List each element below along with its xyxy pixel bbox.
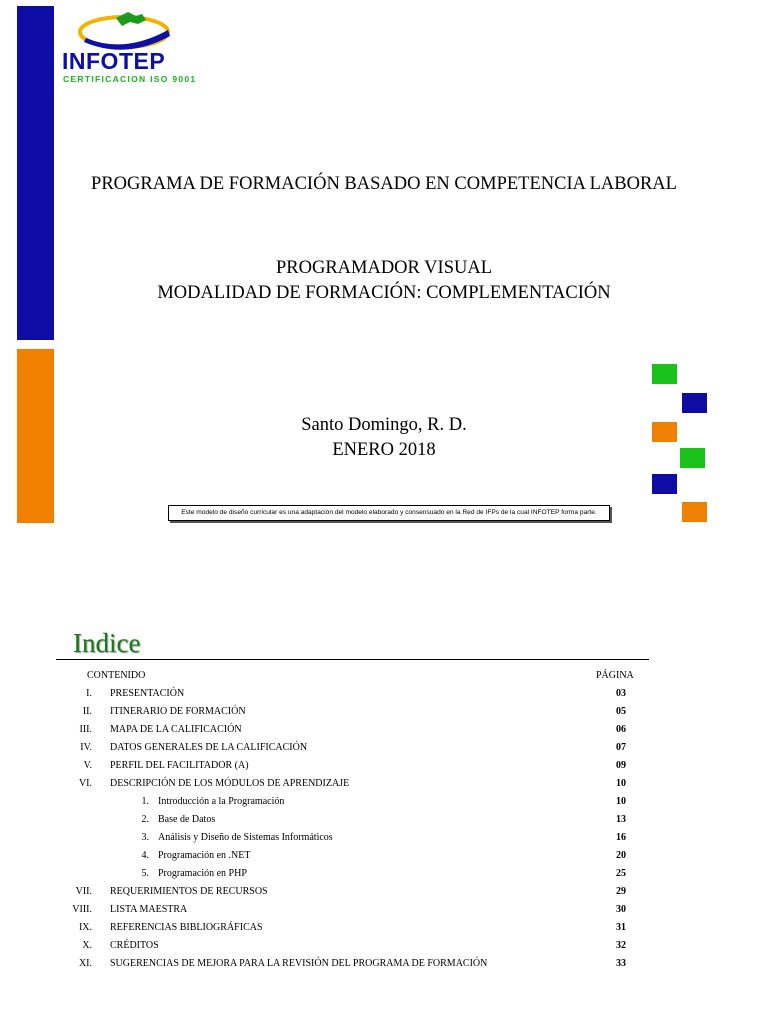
index-row[interactable] bbox=[0, 724, 768, 742]
index-row-number: 4. bbox=[141, 850, 149, 861]
index-row-number: III. bbox=[79, 724, 92, 735]
index-row-page: 13 bbox=[616, 814, 626, 825]
index-row-label: DESCRIPCIÓN DE LOS MÓDULOS DE APRENDIZAJE bbox=[110, 778, 350, 789]
document-title bbox=[0, 256, 768, 306]
index-row[interactable] bbox=[0, 886, 768, 904]
index-row-number: 3. bbox=[141, 832, 149, 843]
index-row-page: 09 bbox=[616, 760, 626, 771]
index-subrow[interactable] bbox=[0, 832, 768, 850]
index-row-page: 20 bbox=[616, 850, 626, 861]
logo-certification: CERTIFICACION ISO 9001 bbox=[63, 74, 197, 84]
index-row-number: I. bbox=[86, 688, 92, 699]
index-row-number: II. bbox=[82, 706, 92, 717]
index-row-label: Análisis y Diseño de Sistemas Informáticos bbox=[158, 832, 333, 843]
index-row-number: VIII. bbox=[72, 904, 92, 915]
deco-square-orange bbox=[682, 502, 707, 522]
index-row-number: XI. bbox=[78, 958, 92, 969]
index-row-page: 05 bbox=[616, 706, 626, 717]
index-row[interactable] bbox=[0, 778, 768, 796]
index-row[interactable] bbox=[0, 742, 768, 760]
index-title: Indice bbox=[73, 628, 141, 658]
index-row-label: Introducción a la Programación bbox=[158, 796, 285, 807]
adaptation-note: Este modelo de diseño curricular es una adaptación del modelo elaborado y consensuado en la Red de IFPs de la cual INFOTEP forma parte. bbox=[168, 505, 610, 521]
index-row-number: VII. bbox=[75, 886, 92, 897]
index-row-number: 5. bbox=[141, 868, 149, 879]
index-row-page: 03 bbox=[616, 688, 626, 699]
index-row-page: 10 bbox=[616, 778, 626, 789]
place-date bbox=[0, 413, 768, 463]
index-row-page: 16 bbox=[616, 832, 626, 843]
index-row-label: DATOS GENERALES DE LA CALIFICACIÓN bbox=[110, 742, 308, 753]
index-row-number: X. bbox=[82, 940, 92, 951]
index-subrow[interactable] bbox=[0, 850, 768, 868]
index-row-label: REQUERIMIENTOS DE RECURSOS bbox=[110, 886, 268, 897]
index-subrow[interactable] bbox=[0, 814, 768, 832]
index-row-page: 31 bbox=[616, 922, 626, 933]
index-row-label: REFERENCIAS BIBLIOGRÁFICAS bbox=[110, 922, 263, 933]
index-row-number: VI. bbox=[78, 778, 92, 789]
index-row-page: 32 bbox=[616, 940, 626, 951]
index-row-label: PRESENTACIÓN bbox=[110, 688, 185, 699]
title-line-1: PROGRAMADOR VISUAL bbox=[275, 258, 493, 278]
index-row[interactable] bbox=[0, 940, 768, 958]
index-row[interactable] bbox=[0, 904, 768, 922]
index-row-page: 07 bbox=[616, 742, 626, 753]
index-row-page: 06 bbox=[616, 724, 626, 735]
column-page: PÁGINA bbox=[596, 670, 634, 681]
infotep-logo bbox=[62, 8, 197, 92]
index-row-page: 30 bbox=[616, 904, 626, 915]
deco-square-blue bbox=[682, 393, 707, 413]
index-row-label: CRÉDITOS bbox=[110, 940, 159, 951]
index-row-label: Base de Datos bbox=[158, 814, 216, 825]
index-subrow[interactable] bbox=[0, 796, 768, 814]
index-row[interactable] bbox=[0, 706, 768, 724]
index-row-page: 10 bbox=[616, 796, 626, 807]
logo-wordmark: INFOTEP bbox=[62, 48, 166, 74]
index-row-page: 33 bbox=[616, 958, 626, 969]
index-row-number: IX. bbox=[78, 922, 92, 933]
place: Santo Domingo, R. D. bbox=[301, 415, 467, 435]
index-row-number: V. bbox=[83, 760, 92, 771]
index-row-page: 25 bbox=[616, 868, 626, 879]
index-row[interactable] bbox=[0, 688, 768, 706]
index-row-label: LISTA MAESTRA bbox=[110, 904, 188, 915]
index-row[interactable] bbox=[0, 760, 768, 778]
title-line-2: MODALIDAD DE FORMACIÓN: COMPLEMENTACIÓN bbox=[157, 283, 611, 303]
index-row-label: Programación en PHP bbox=[158, 868, 247, 879]
index-row-number: 2. bbox=[141, 814, 149, 825]
index-row-number: 1. bbox=[141, 796, 149, 807]
index-row-number: IV. bbox=[80, 742, 92, 753]
deco-square-green bbox=[652, 364, 677, 384]
deco-square-blue bbox=[652, 474, 677, 494]
date: ENERO 2018 bbox=[332, 440, 436, 460]
column-content: CONTENIDO bbox=[87, 670, 146, 681]
index-header bbox=[0, 670, 768, 688]
index-row-label: ITINERARIO DE FORMACIÓN bbox=[110, 706, 246, 717]
index-divider bbox=[56, 659, 649, 660]
index-row-label: PERFIL DEL FACILITADOR (A) bbox=[110, 760, 249, 771]
index-row[interactable] bbox=[0, 922, 768, 940]
index-row-label: SUGERENCIAS DE MEJORA PARA LA REVISIÓN DEL PROGRAMA DE FORMACIÓN bbox=[110, 958, 488, 969]
index-row-page: 29 bbox=[616, 886, 626, 897]
index-subrow[interactable] bbox=[0, 868, 768, 886]
index-row[interactable] bbox=[0, 958, 768, 976]
index-row-label: Programación en .NET bbox=[158, 850, 251, 861]
index-row-label: MAPA DE LA CALIFICACIÓN bbox=[110, 724, 242, 735]
program-heading: PROGRAMA DE FORMACIÓN BASADO EN COMPETENCIA LABORAL bbox=[91, 174, 677, 194]
